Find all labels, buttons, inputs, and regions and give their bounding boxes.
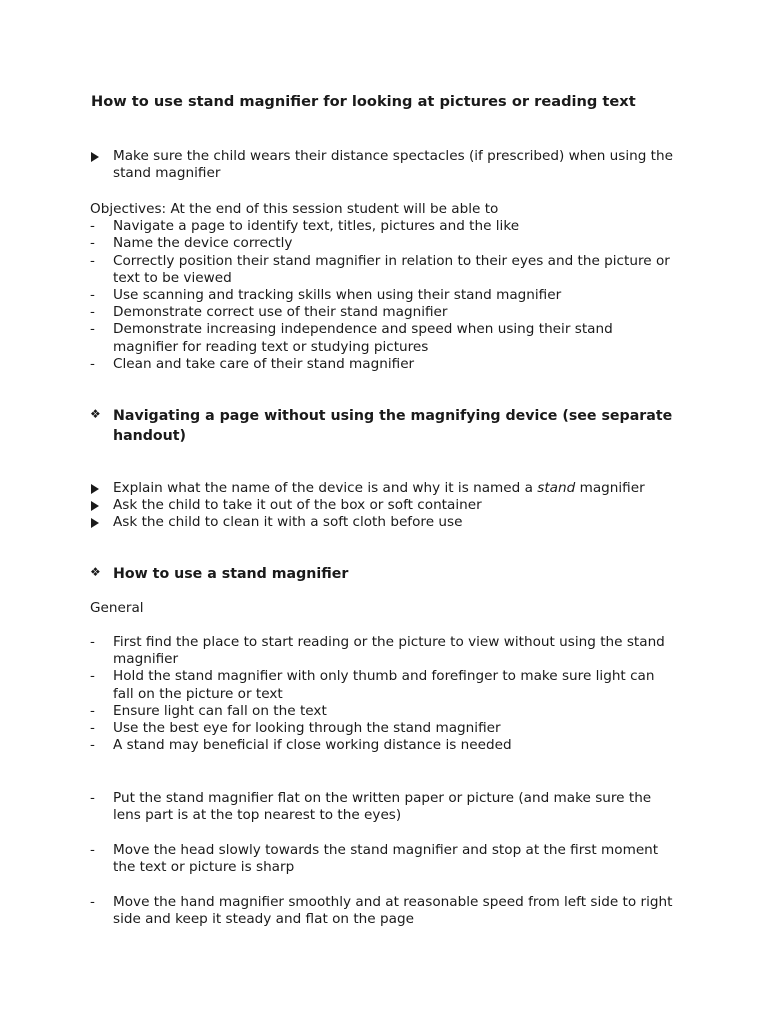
list-item: [90, 634, 676, 668]
diamond-bullet-icon: ❖: [90, 407, 101, 421]
list-item: [90, 790, 676, 824]
bullet-text-prefix: Explain what the name of the device is and why it is named a: [113, 480, 538, 496]
dash-bullet: -: [90, 720, 95, 737]
objective-text: Demonstrate increasing independence and speed when using their stand magnifier for reading text or studying pictures: [113, 321, 613, 355]
section1-heading-block: [90, 406, 676, 446]
list-item: [90, 668, 676, 702]
section-heading: [90, 406, 676, 446]
list-item: [90, 356, 676, 373]
objective-text: Navigate a page to identify text, titles, pictures and the like: [113, 218, 520, 235]
bullet-text: Ask the child to take it out of the box or soft container: [113, 497, 482, 514]
list-item: [90, 218, 676, 235]
dash-bullet: -: [90, 304, 95, 321]
bullet-text: Ask the child to clean it with a soft cloth before use: [113, 514, 463, 531]
general-label: General: [90, 600, 144, 616]
dash-bullet: -: [90, 252, 95, 269]
list-item: [90, 720, 676, 737]
dash-bullet: -: [90, 702, 95, 719]
section1-heading-text: Navigating a page without using the magnifying device (see separate handout): [113, 408, 673, 444]
dash-bullet: -: [90, 235, 95, 252]
dash-bullet: -: [90, 894, 95, 910]
section2-heading-block: [90, 564, 676, 584]
list-item: [90, 235, 676, 252]
arrow-bullet-icon: [90, 514, 108, 533]
list-item: [90, 287, 676, 304]
dash-bullet: -: [90, 218, 95, 235]
dash-bullet: -: [90, 842, 95, 858]
general-item-text: Ensure light can fall on the text: [113, 702, 327, 719]
general-item-text: Hold the stand magnifier with only thumb and forefinger to make sure light can fall on the picture or text: [113, 668, 655, 702]
objective-text: Demonstrate correct use of their stand magnifier: [113, 304, 448, 321]
general-item-text: A stand may beneficial if close working distance is needed: [113, 737, 512, 754]
step-text: Move the hand magnifier smoothly and at reasonable speed from left side to right side and keep it steady and flat on the page: [113, 894, 673, 928]
dash-bullet: -: [90, 737, 95, 754]
list-item: [90, 321, 676, 355]
list-item: [90, 480, 676, 497]
list-item: [90, 514, 676, 531]
list-item: [90, 842, 676, 876]
intro-bullet-block: [90, 148, 676, 182]
objective-text: Name the device correctly: [113, 235, 293, 252]
dash-bullet: -: [90, 790, 95, 806]
dash-bullet: -: [90, 668, 95, 685]
dash-bullet: -: [90, 287, 95, 304]
diamond-bullet-icon: ❖: [90, 565, 101, 579]
objective-text: Clean and take care of their stand magnifier: [113, 355, 415, 372]
step-block: [90, 790, 676, 824]
step-text: Move the head slowly towards the stand magnifier and stop at the first moment the text or picture is sharp: [113, 842, 659, 876]
bullet-text-suffix: magnifier: [575, 480, 645, 496]
objectives-block: [90, 201, 676, 373]
objective-text: Correctly position their stand magnifier in relation to their eyes and the picture or text to be viewed: [113, 252, 670, 286]
bullet-text-emphasis: stand: [537, 480, 576, 496]
step-block: [90, 894, 676, 928]
section-heading: [90, 564, 676, 584]
list-item: [90, 148, 676, 182]
list-item: [90, 894, 676, 928]
dash-bullet: -: [90, 355, 95, 372]
general-label-block: [90, 600, 676, 617]
dash-bullet: -: [90, 321, 95, 338]
objective-text: Use scanning and tracking skills when using their stand magnifier: [113, 287, 562, 304]
dash-bullet: -: [90, 634, 95, 650]
section1-bullets: [90, 480, 676, 532]
arrow-bullet-icon: [90, 148, 108, 167]
list-item: [90, 737, 676, 754]
step-block: [90, 842, 676, 876]
list-item: [90, 497, 676, 514]
general-item-text: Use the best eye for looking through the stand magnifier: [113, 720, 501, 737]
document-title: How to use stand magnifier for looking at pictures or reading text: [91, 93, 636, 110]
list-item: [90, 253, 676, 287]
section2-heading-text: How to use a stand magnifier: [113, 566, 349, 582]
objectives-label: Objectives: At the end of this session student will be able to: [90, 201, 499, 217]
intro-bullet-text: Make sure the child wears their distance spectacles (if prescribed) when using the stand magnifier: [113, 148, 673, 182]
step-text: Put the stand magnifier flat on the written paper or picture (and make sure the lens part is at the top nearest to the eyes): [113, 790, 652, 824]
general-items: [90, 634, 676, 754]
list-item: [90, 703, 676, 720]
general-item-text: First find the place to start reading or the picture to view without using the stand magnifier: [113, 634, 665, 668]
list-item: [90, 304, 676, 321]
